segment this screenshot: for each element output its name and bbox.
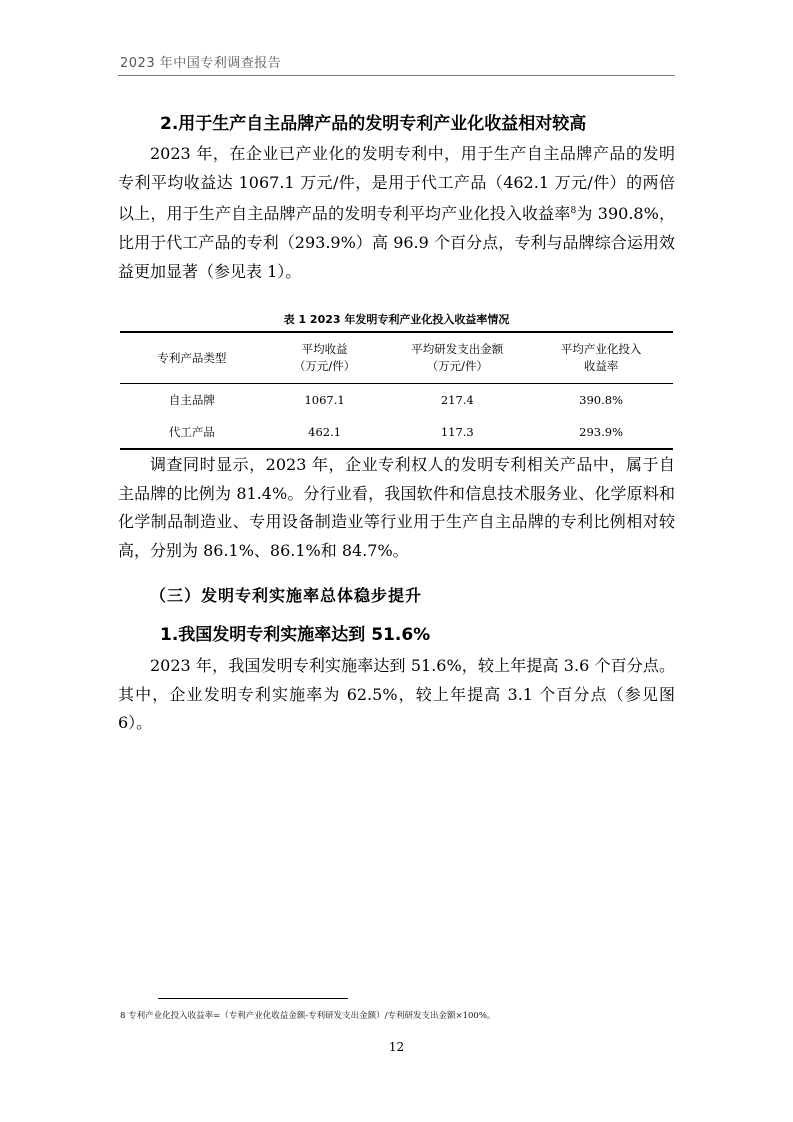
table-cell: 代工产品 [168,425,215,439]
page-number: 12 [388,1040,405,1054]
table-cell: 462.1 [308,425,342,439]
paragraph-brand-share: 调查同时显示，2023 年，企业专利权人的发明专利相关产品中，属于自主品牌的比例为 81.4%。分行业看，我国软件和信息技术服务业、化学原料和化学制品制造业、专用设备制造业等行业用于生产自主品牌的专利比例相对较高，分别为 86.1%、86.1%和 84.7%。 [118,455,675,561]
table-row [120,384,673,417]
header-divider [118,75,675,76]
footnote: 8 专利产业化投入收益率=（专利产业化收益金额-专利研发支出金额）/专利研发支出金额×100%。 [120,1011,496,1021]
subsection-heading: 1.我国发明专利实施率达到 51.6% [160,625,431,645]
col-header-rd: 平均研发支出金额 （万元/件） [411,342,504,373]
table-cell: 1067.1 [304,393,345,407]
paragraph-text-a: 2023 年，在企业已产业化的发明专利中，用于生产自主品牌产品的发明专利平均收益达 1067.1 万元/件，是用于代工产品（462.1 万元/件）的两倍以上，用于生产自主品牌产品的发明专利平均产业化投入收益率 [118,144,675,224]
paragraph-brand-income [118,140,675,287]
section3-heading: （三）发明专利实施率总体稳步提升 [150,586,423,605]
running-header: 2023 年中国专利调查报告 [120,56,282,71]
footnote-ref[interactable]: 8 [570,206,577,217]
table-cell: 217.4 [440,393,474,407]
table-cell: 117.3 [440,425,474,439]
table-cell: 293.9% [579,425,624,439]
footnote-divider [158,998,348,999]
table-row [120,416,673,449]
table-cell: 自主品牌 [168,393,215,407]
table-header-row [120,332,673,384]
paragraph-implementation-rate: 2023 年，我国发明专利实施率达到 51.6%，较上年提高 3.6 个百分点。其中，企业发明专利实施率为 62.5%，较上年提高 3.1 个百分点（参见图 6）。 [118,656,675,733]
table-cell: 390.8% [579,393,624,407]
paragraph-text-b: 为 390.8%，比用于代工产品的专利（293.9%）高 96.9 个百分点，专利与品牌综合运用效益更加显著（参见表 1）。 [118,204,675,281]
section-heading: 2.用于生产自主品牌产品的发明专利产业化收益相对较高 [160,114,587,134]
col-header-income: 平均收益 （万元/件） [293,342,356,373]
col-header-roi: 平均产业化投入 收益率 [560,342,642,373]
roi-table [120,331,673,450]
col-header-type: 专利产品类型 [157,350,227,365]
table-caption: 表 1 2023 年发明专利产业化投入收益率情况 [283,313,510,326]
